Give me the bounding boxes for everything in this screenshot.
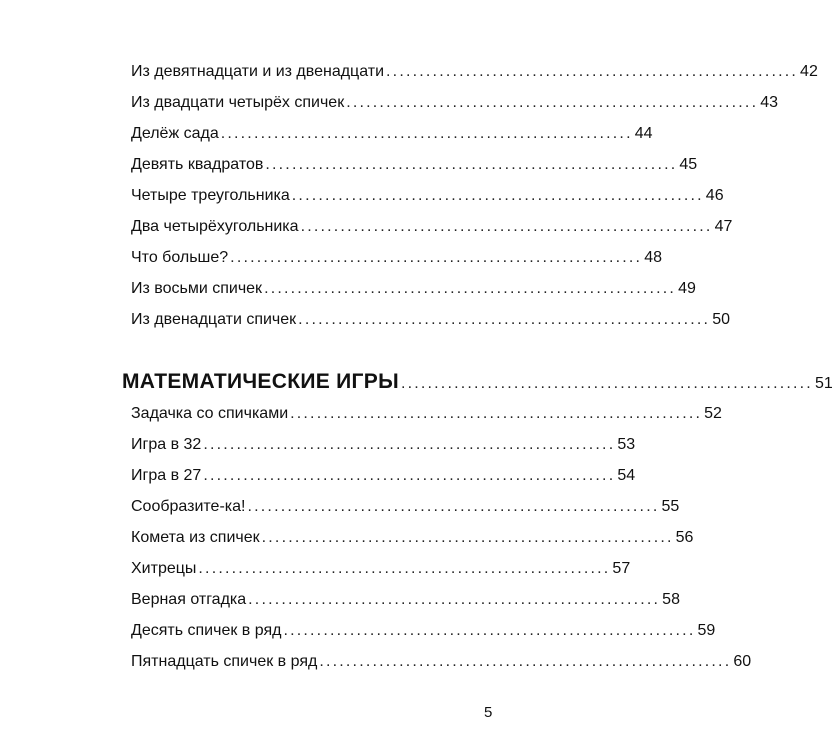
toc-entry-page: 47	[714, 218, 733, 235]
leader-dots: ..............................................................	[290, 405, 703, 422]
section-heading-page: 51	[814, 375, 833, 392]
toc-entry	[131, 651, 752, 673]
toc-entry-title: Делёж сада	[131, 125, 219, 142]
toc-entry	[131, 434, 636, 456]
toc-entry-page: 56	[675, 529, 694, 546]
toc-entry-title: Комета из спичек	[131, 529, 260, 546]
toc-entry-page: 53	[617, 436, 636, 453]
leader-dots: ..............................................................	[400, 375, 813, 392]
toc-entry	[131, 92, 779, 114]
toc-entry-title: Девять квадратов	[131, 156, 264, 173]
toc-entry-page: 46	[705, 187, 724, 204]
leader-dots: ..............................................................	[264, 280, 677, 297]
toc-entry-title: Десять спичек в ряд	[131, 622, 282, 639]
toc-entry	[131, 589, 680, 611]
toc-entry	[131, 465, 636, 487]
toc-entry	[131, 123, 653, 145]
toc-entry-page: 60	[733, 653, 752, 670]
toc-entry	[131, 558, 631, 580]
toc-entry-title: Игра в 32	[131, 436, 202, 453]
section-heading	[122, 370, 833, 393]
toc-entry-page: 44	[634, 125, 653, 142]
toc-entry-title: Из двадцати четырёх спичек	[131, 94, 345, 111]
leader-dots: ..............................................................	[298, 311, 711, 328]
leader-dots: ..............................................................	[265, 156, 678, 173]
toc-entry-page: 45	[679, 156, 698, 173]
leader-dots: ..............................................................	[203, 467, 616, 484]
toc-entry	[131, 309, 730, 331]
leader-dots: ..............................................................	[198, 560, 611, 577]
page-number: 5	[484, 704, 493, 721]
toc-entry-title: Сообразите-ка!	[131, 498, 246, 515]
leader-dots: ..............................................................	[291, 187, 704, 204]
toc-entry-page: 42	[800, 63, 818, 80]
leader-dots: ..............................................................	[247, 498, 660, 515]
toc-entry	[131, 185, 724, 207]
leader-dots: ..............................................................	[319, 653, 732, 670]
toc-entry-title: Верная отгадка	[131, 591, 247, 608]
toc-entry	[131, 154, 698, 176]
toc-entry-page: 54	[617, 467, 636, 484]
toc-entry-page: 52	[704, 405, 722, 422]
toc-entry-page: 49	[678, 280, 696, 297]
toc-entry-title: Два четырёхугольника	[131, 218, 299, 235]
leader-dots: ..............................................................	[220, 125, 633, 142]
toc-entry-page: 55	[661, 498, 680, 515]
leader-dots: ..............................................................	[346, 94, 759, 111]
leader-dots: ..............................................................	[230, 249, 643, 266]
toc-entry-title: Задачка со спичками	[131, 405, 289, 422]
leader-dots: ..............................................................	[261, 529, 674, 546]
toc-entry	[131, 527, 694, 549]
section-heading-title: МАТЕМАТИЧЕСКИЕ ИГРЫ	[122, 370, 399, 393]
toc-entry-title: Из восьми спичек	[131, 280, 263, 297]
leader-dots: ..............................................................	[386, 63, 799, 80]
toc-entry	[131, 247, 662, 269]
toc-entry	[131, 403, 722, 425]
toc-entry	[131, 620, 716, 642]
toc-entry-page: 58	[662, 591, 680, 608]
toc-entry-page: 48	[644, 249, 662, 266]
toc-entry-page: 50	[712, 311, 730, 328]
toc-entry-title: Что больше?	[131, 249, 229, 266]
toc-entry-title: Игра в 27	[131, 467, 202, 484]
toc-entry	[131, 496, 680, 518]
toc-entry-title: Из девятнадцати и из двенадцати	[131, 63, 385, 80]
toc-entry-title: Четыре треугольника	[131, 187, 290, 204]
toc-entry-title: Пятнадцать спичек в ряд	[131, 653, 318, 670]
leader-dots: ..............................................................	[300, 218, 713, 235]
leader-dots: ..............................................................	[283, 622, 696, 639]
toc-entry	[131, 216, 733, 238]
toc-entry	[131, 278, 696, 300]
toc-entry-page: 57	[612, 560, 631, 577]
toc-entry-title: Хитрецы	[131, 560, 197, 577]
toc-entry-title: Из двенадцати спичек	[131, 311, 297, 328]
toc-entry-page: 59	[697, 622, 716, 639]
toc-entry	[131, 61, 818, 83]
toc-entry-page: 43	[760, 94, 779, 111]
leader-dots: ..............................................................	[248, 591, 661, 608]
leader-dots: ..............................................................	[203, 436, 616, 453]
